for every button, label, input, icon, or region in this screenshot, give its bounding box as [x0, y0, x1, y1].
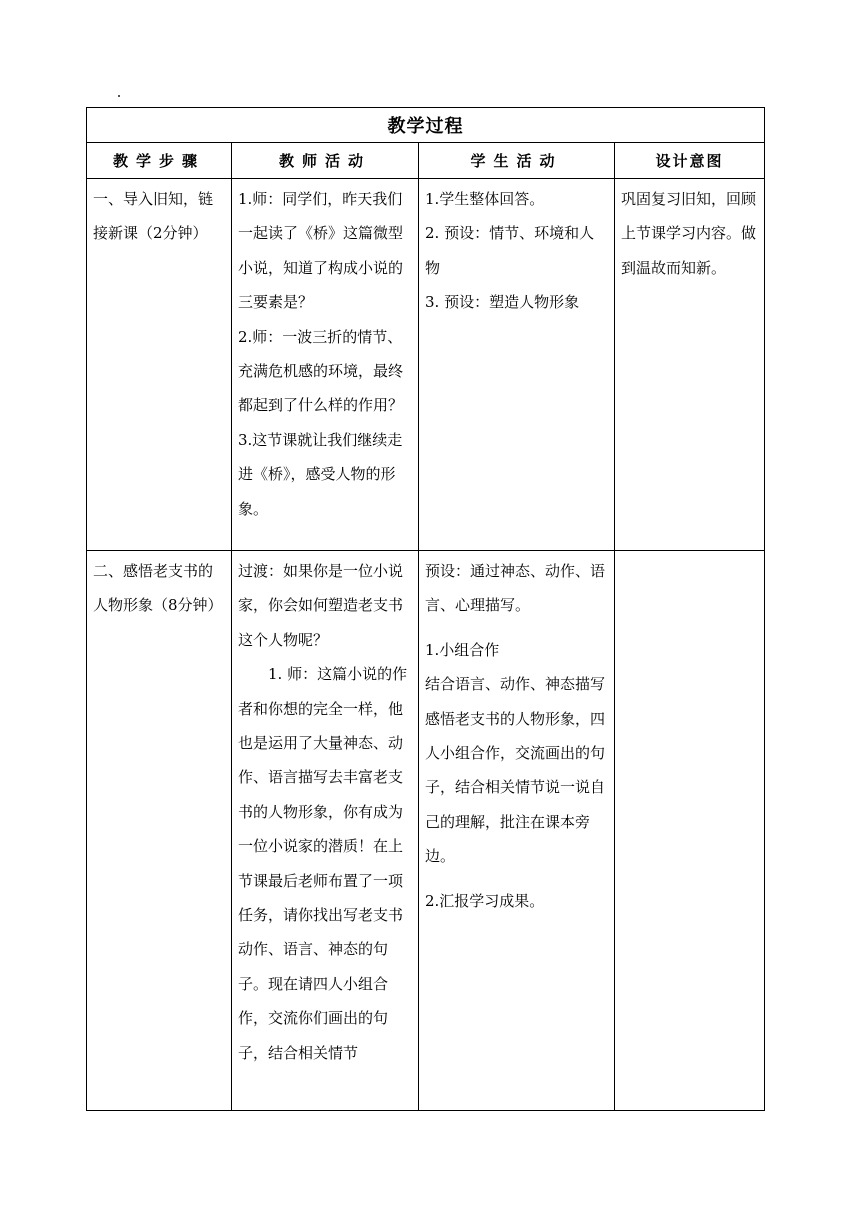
header-intent: 设计意图 [615, 143, 765, 179]
student-text: 1.小组合作 [425, 640, 500, 659]
header-teacher: 教师活动 [232, 143, 419, 179]
teacher-text: 过渡：如果你是一位小说家，你会如何塑造老支书这个人物呢？ [238, 562, 404, 649]
teacher-text: 1. 师：这篇小说的作者和你想的完全一样，他也是运用了大量神态、动作、语言描写去丰富老支书的人物形象，你有成为一位小说家的潜质！在上节课最后老师布置了一项任务，请你找出写老支书动作、语言、神态的句子。现在请四人小组合作，交流你们画出的句子，结合相关情节 [238, 665, 408, 1062]
header-student: 学生活动 [419, 143, 615, 179]
student-text: 1.学生整体回答。 [425, 190, 545, 208]
table-row [87, 551, 765, 1111]
student-text: 结合语言、动作、神态描写感悟老支书的人物形象，四人小组合作，交流画出的句子，结合相关情节说一说自己的理解，批注在课本旁边。 [425, 675, 606, 866]
step-text: 二、感悟老支书的人物形象（8分钟） [93, 562, 223, 615]
header-step: 教学步骤 [87, 143, 232, 179]
table-title: 教学过程 [87, 108, 765, 143]
teacher-cell [232, 551, 419, 1111]
teacher-cell [232, 179, 419, 551]
student-text: 3. 预设：塑造人物形象 [425, 293, 580, 312]
teacher-text: 3.这节课就让我们继续走进《桥》，感受人物的形象。 [238, 430, 403, 518]
step-cell [87, 551, 232, 1111]
student-text: 2.汇报学习成果。 [425, 891, 545, 910]
intent-cell [615, 551, 765, 1111]
step-text: 一、导入旧知，链接新课（2分钟） [93, 190, 214, 243]
table-row [87, 179, 765, 551]
intent-cell [615, 179, 765, 551]
teacher-text: 2.师：一波三折的情节、充满危机感的环境，最终都起到了什么样的作用？ [238, 327, 404, 415]
student-cell [419, 551, 615, 1111]
student-text: 2. 预设：情节、环境和人物 [425, 224, 595, 277]
student-text: 预设：通过神态、动作、语言、心理描写。 [425, 562, 606, 615]
student-cell [419, 179, 615, 551]
teacher-text: 1.师：同学们，昨天我们一起读了《桥》这篇微型小说，知道了构成小说的三要素是？ [238, 190, 404, 312]
intent-text: 巩固复习旧知，回顾上节课学习内容。做到温故而知新。 [621, 190, 757, 277]
teaching-process-table [86, 107, 765, 1111]
step-cell [87, 179, 232, 551]
stray-mark [118, 95, 120, 97]
